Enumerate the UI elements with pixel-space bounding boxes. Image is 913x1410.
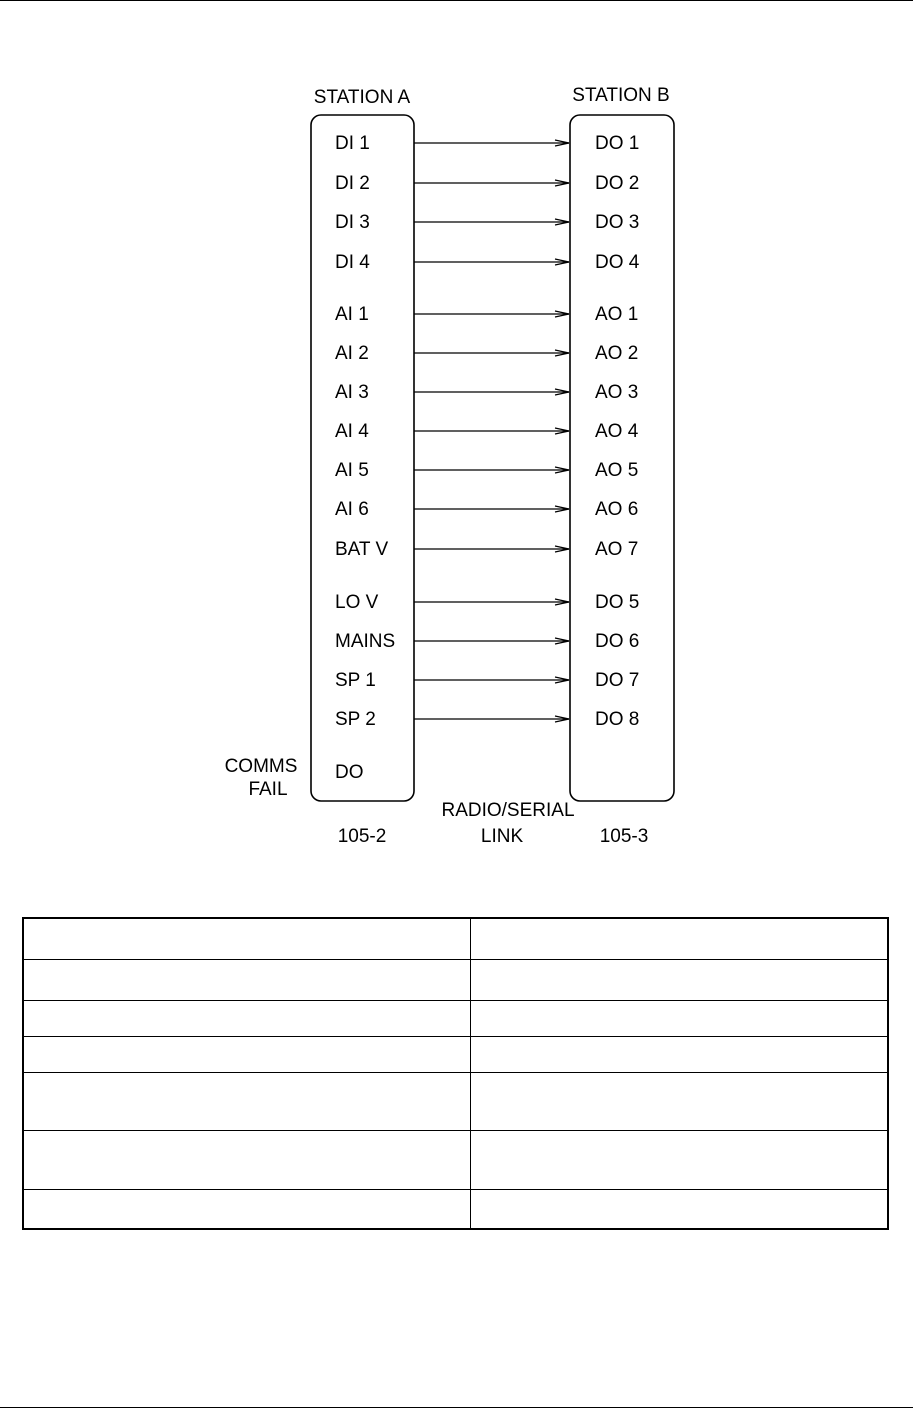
station-b-signals (595, 133, 640, 730)
station-b-title: STATION B (572, 85, 670, 106)
station-b-signal: AO 1 (595, 304, 639, 325)
station-b-signal: AO 5 (595, 460, 639, 481)
station-b-signal: AO 3 (595, 382, 639, 403)
station-a-signal: BAT V (335, 539, 389, 560)
table-cell (23, 1130, 470, 1189)
station-a-signal: SP 2 (335, 709, 376, 730)
table-row (23, 1130, 888, 1189)
station-a-signal: AI 2 (335, 343, 369, 364)
bottom-rule (0, 1407, 913, 1408)
table-cell (23, 959, 470, 1000)
table-cell (23, 1072, 470, 1130)
station-a-title: STATION A (313, 87, 411, 108)
table-cell (470, 959, 888, 1000)
station-a-signal: AI 1 (335, 304, 369, 325)
station-b-signal: DO 5 (595, 592, 640, 613)
station-a-signal: DI 2 (335, 173, 370, 194)
table-cell (470, 1130, 888, 1189)
station-b-signal: DO 1 (595, 133, 640, 154)
table-cell (23, 1036, 470, 1072)
table-row (23, 1072, 888, 1130)
blank-table (22, 917, 889, 1230)
station-a-signal: SP 1 (335, 670, 376, 691)
station-a-signal: DI 1 (335, 133, 370, 154)
station-b-signal: DO 4 (595, 252, 640, 273)
comms-fail-label-line2: FAIL (248, 779, 288, 800)
table-cell (23, 918, 470, 959)
station-b-signal: DO 2 (595, 173, 640, 194)
station-b-signal: AO 4 (595, 421, 639, 442)
station-a-signal: DI 4 (335, 252, 370, 273)
table-cell (470, 1000, 888, 1036)
station-a-signal: LO V (335, 592, 379, 613)
table-cell (470, 1036, 888, 1072)
station-b-signal: DO 3 (595, 212, 640, 233)
table-cell (470, 1189, 888, 1229)
station-b-signal: AO 2 (595, 343, 639, 364)
station-a-signal: AI 4 (335, 421, 369, 442)
station-a-signals (335, 133, 395, 730)
signal-links (414, 140, 569, 722)
station-b-signal: DO 8 (595, 709, 640, 730)
station-b-signal: AO 6 (595, 499, 639, 520)
table-cell (470, 918, 888, 959)
table-row (23, 1036, 888, 1072)
table-cell (23, 1189, 470, 1229)
station-a-signal: AI 5 (335, 460, 369, 481)
station-a-id: 105-2 (337, 826, 387, 847)
table-cell (23, 1000, 470, 1036)
station-a-signal: DI 3 (335, 212, 370, 233)
table-row (23, 1189, 888, 1229)
comms-fail-output: DO (335, 762, 364, 783)
table-row (23, 959, 888, 1000)
link-label-line1: RADIO/SERIAL (441, 800, 575, 821)
table-row (23, 918, 888, 959)
station-a-signal: AI 3 (335, 382, 369, 403)
comms-fail-label-line1: COMMS (224, 756, 298, 777)
station-b-id: 105-3 (599, 826, 649, 847)
station-b-signal: DO 7 (595, 670, 640, 691)
link-label-line2: LINK (480, 826, 524, 847)
station-b-signal: AO 7 (595, 539, 639, 560)
table-row (23, 1000, 888, 1036)
station-b-signal: DO 6 (595, 631, 640, 652)
station-a-signal: AI 6 (335, 499, 369, 520)
station-a-signal: MAINS (335, 631, 396, 652)
table-cell (470, 1072, 888, 1130)
